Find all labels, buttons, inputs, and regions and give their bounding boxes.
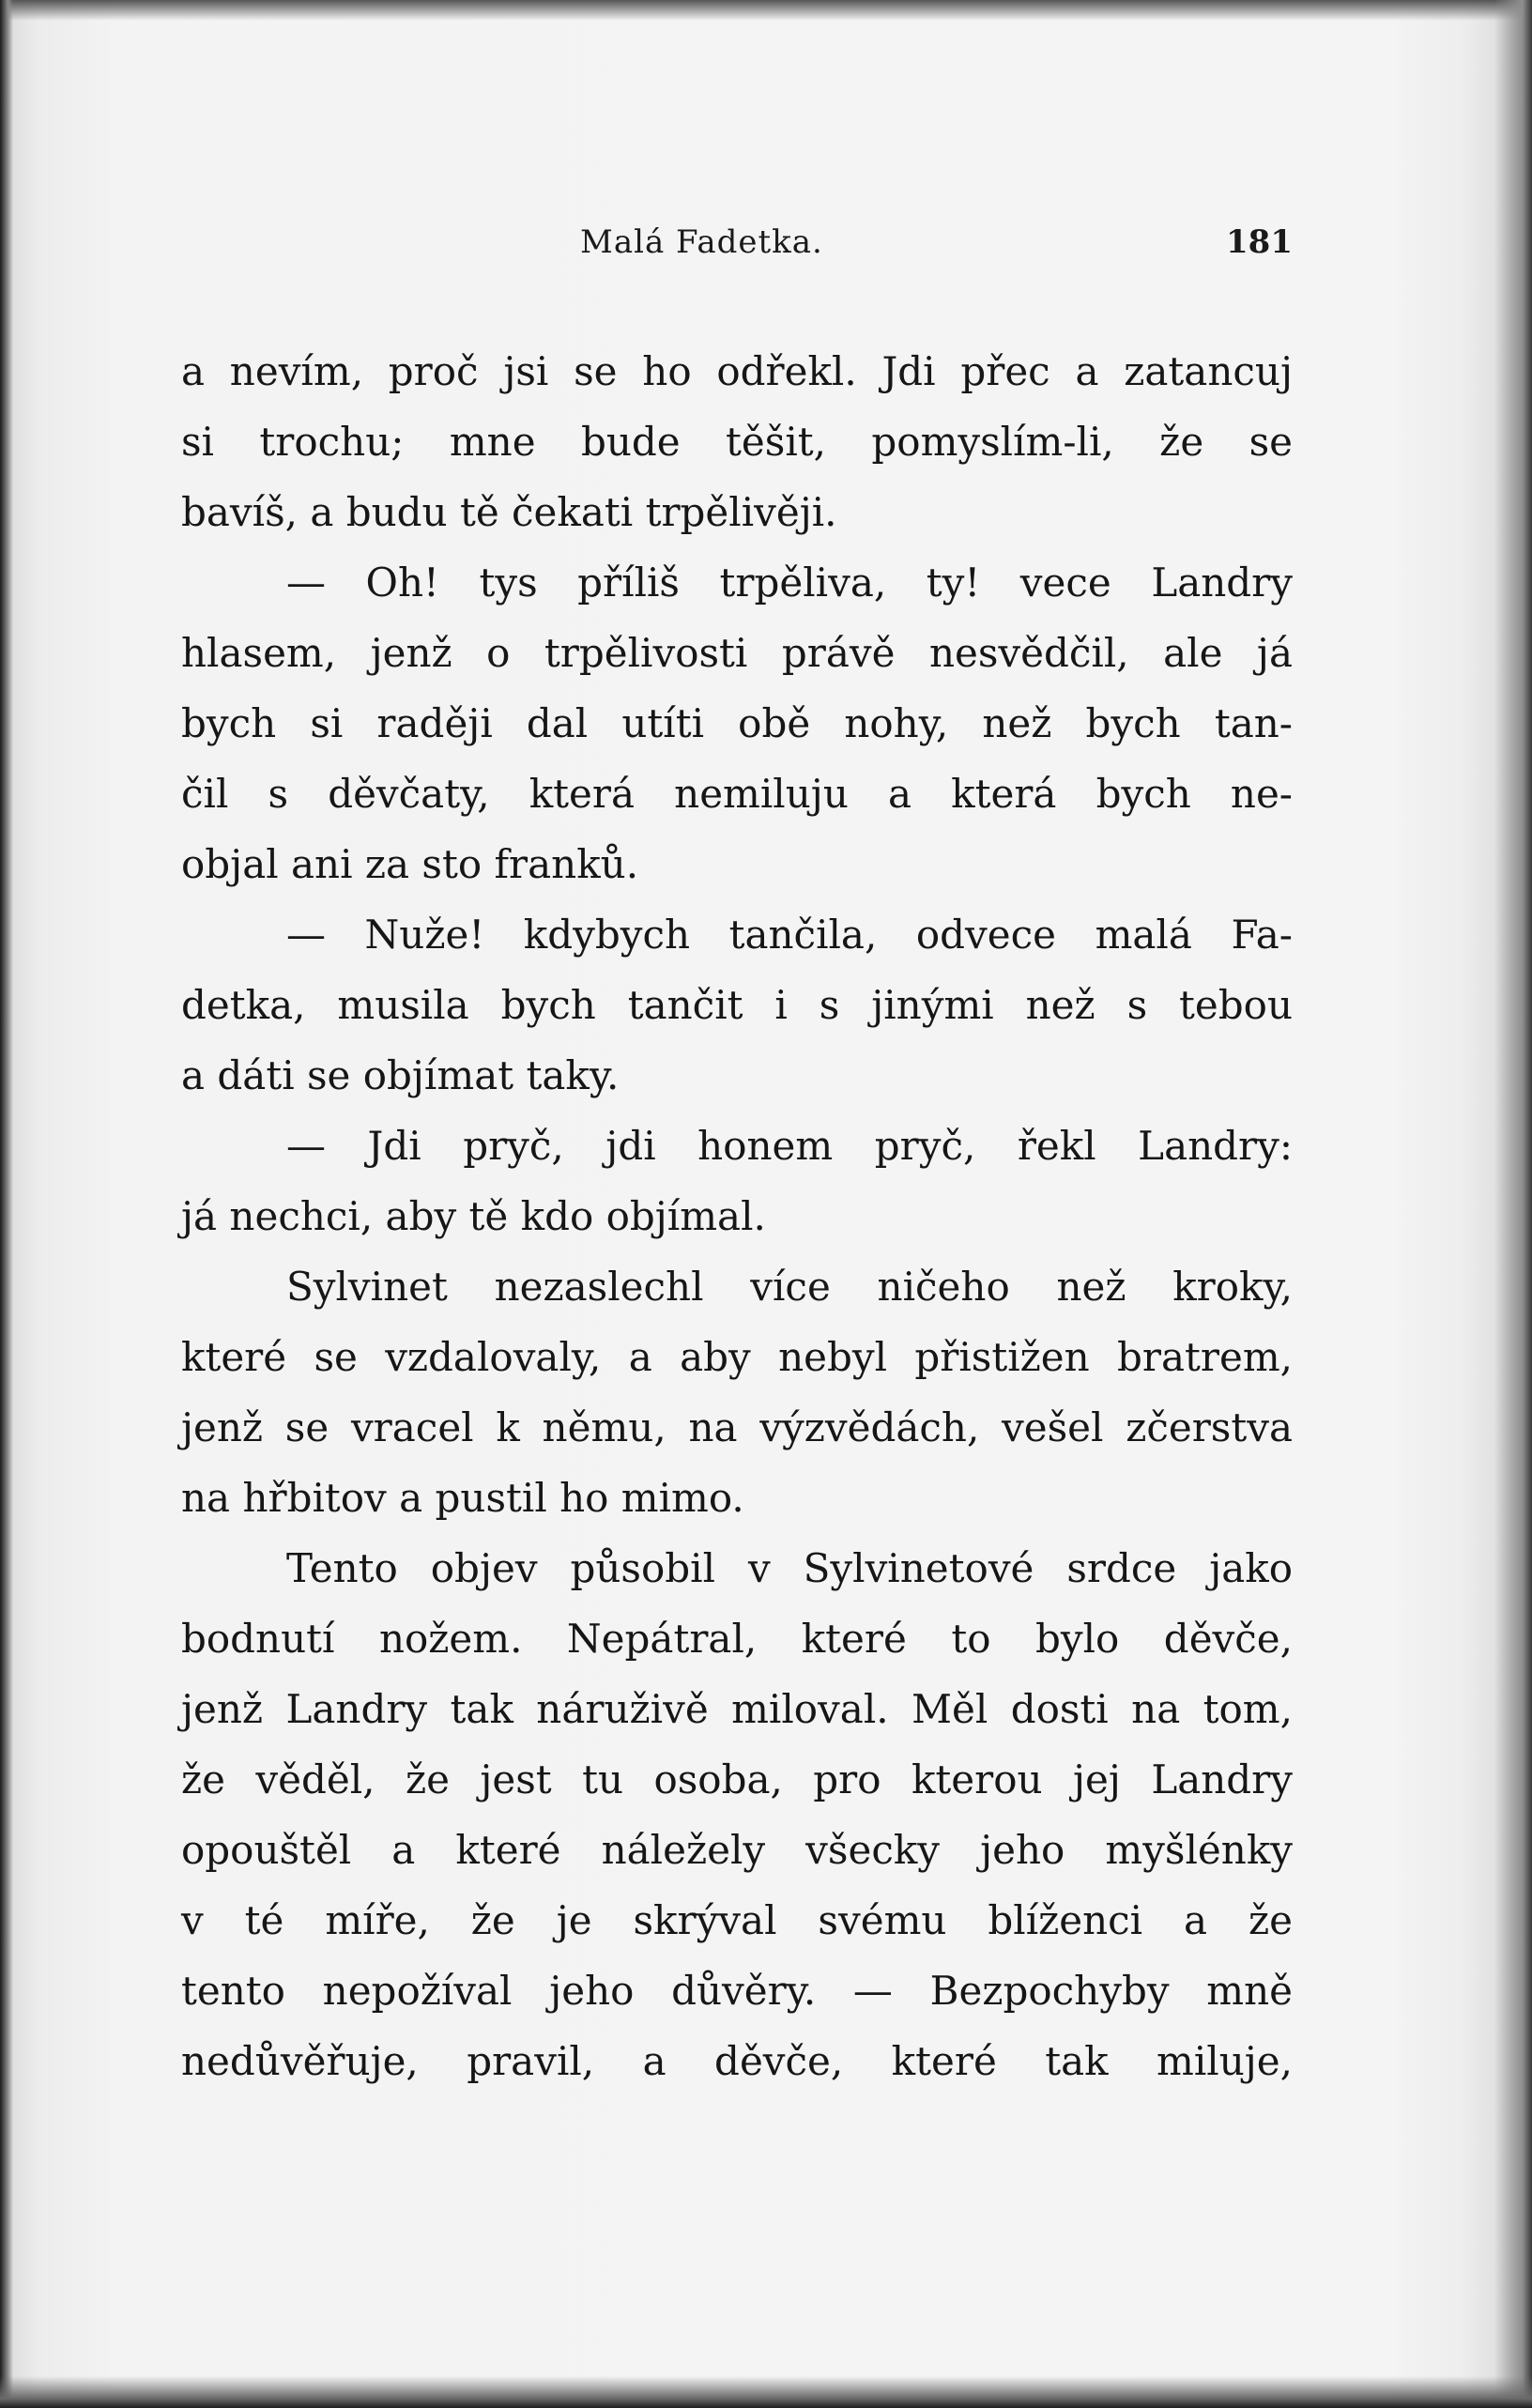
page-edge-top	[0, 0, 1532, 21]
text-line: bych si raději dal utíti obě nohy, než bych tan-	[181, 700, 1293, 746]
text-line: a dáti se objímat taky.	[181, 1052, 620, 1098]
text-line: — Oh! tys příliš trpěliva, ty! vece Landry	[286, 560, 1293, 606]
text-line: na hřbitov a pustil ho mimo.	[181, 1475, 744, 1521]
text-line: že věděl, že jest tu osoba, pro kterou jej Landry	[181, 1756, 1293, 1802]
text-line: bavíš, a budu tě čekati trpělivěji.	[181, 489, 837, 535]
text-line: Tento objev působil v Sylvinetové srdce jako	[286, 1545, 1293, 1591]
running-header	[181, 223, 1293, 270]
page-number: 181	[1226, 223, 1293, 261]
text-line: Sylvinet nezaslechl více ničeho než kroky,	[286, 1264, 1293, 1310]
running-title: Malá Fadetka.	[580, 223, 823, 261]
text-line: bodnutí nožem. Nepátral, které to bylo děvče,	[181, 1616, 1293, 1662]
text-line: já nechci, aby tě kdo objímal.	[181, 1193, 766, 1239]
text-line: hlasem, jenž o trpělivosti právě nesvědčil, ale já	[181, 630, 1293, 676]
text-line: detka, musila bych tančit i s jinými než s tebou	[181, 982, 1293, 1028]
text-line: si trochu; mne bude těšit, pomyslím-li, že se	[181, 419, 1293, 465]
page-edge-left	[0, 0, 13, 2408]
text-line: objal ani za sto franků.	[181, 841, 639, 887]
text-line: — Jdi pryč, jdi honem pryč, řekl Landry:	[286, 1123, 1293, 1169]
page-edge-right	[1494, 0, 1532, 2408]
body-text	[181, 336, 1293, 2096]
text-line: opouštěl a které náležely všecky jeho myšlénky	[181, 1827, 1293, 1873]
text-line: jenž se vracel k němu, na výzvědách, vešel zčerstva	[181, 1404, 1293, 1450]
text-line: které se vzdalovaly, a aby nebyl přistižen bratrem,	[181, 1334, 1293, 1380]
text-line: čil s děvčaty, která nemiluju a která bych ne-	[181, 771, 1293, 817]
page-edge-bottom	[0, 2376, 1532, 2408]
text-line: tento nepožíval jeho důvěry. — Bezpochyby mně	[181, 1968, 1293, 2014]
text-line: v té míře, že je skrýval svému blíženci a že	[181, 1897, 1293, 1943]
text-line: jenž Landry tak náruživě miloval. Měl dosti na tom,	[181, 1686, 1293, 1732]
text-line: — Nuže! kdybych tančila, odvece malá Fa-	[286, 912, 1293, 958]
text-line: nedůvěřuje, pravil, a děvče, které tak miluje,	[181, 2038, 1293, 2084]
text-line: a nevím, proč jsi se ho odřekl. Jdi přec a zatancuj	[181, 348, 1293, 394]
